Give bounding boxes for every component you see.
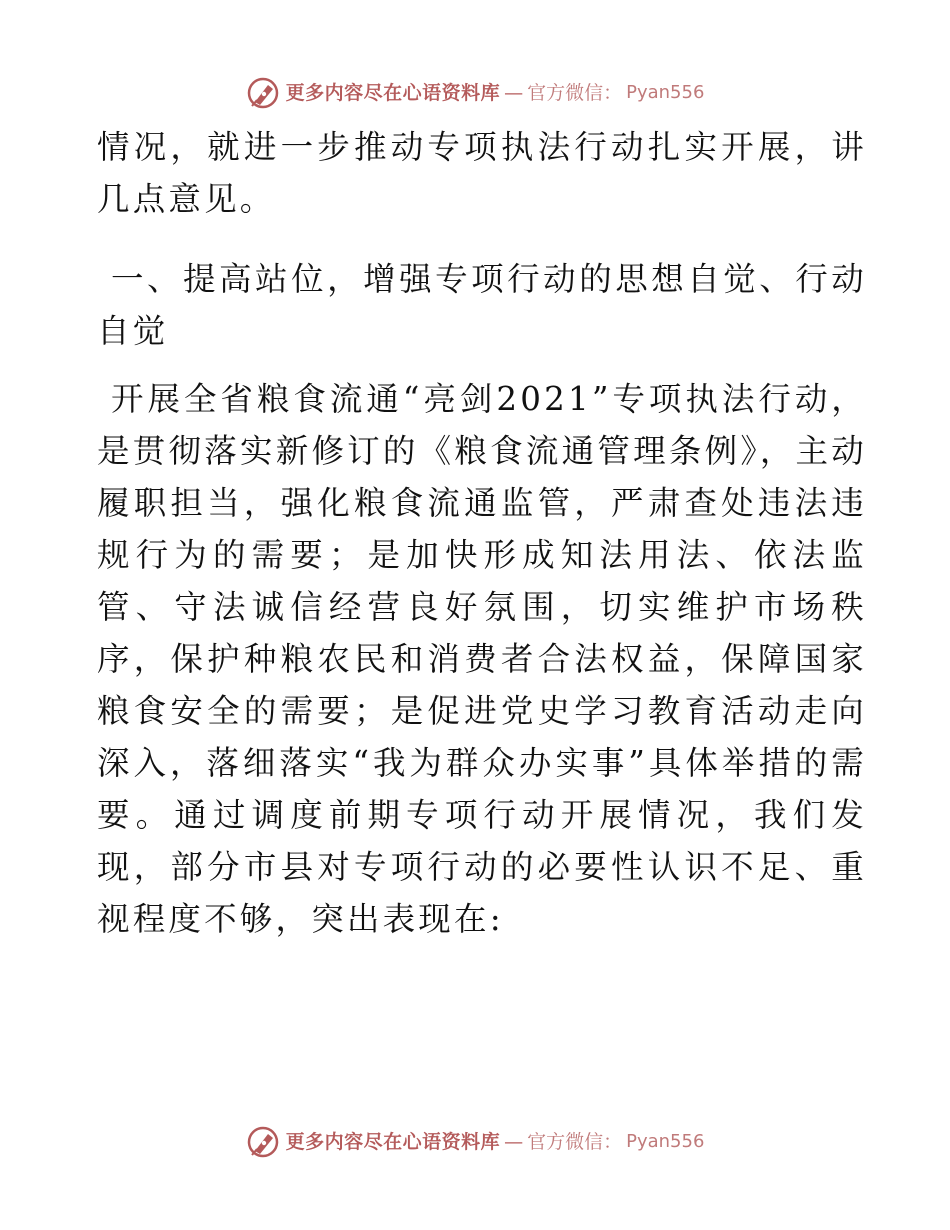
watermark-dash: — xyxy=(504,82,524,104)
section-heading-1: 一、提高站位，增强专项行动的思想自觉、行动自觉 xyxy=(97,260,867,350)
footer-watermark xyxy=(0,1125,950,1159)
paragraph-body: 开展全省粮食流通“亮剑2021”专项执法行动，是贯彻落实新修订的《粮食流通管理条例》，主动履职担当，强化粮食流通监管，严肃查处违法违规行为的需要；是加快形成知法用法、依法监管、守法诚信经营良好氛围，切实维护市场秩序，保护种粮农民和消费者合法权益，保障国家粮食安全的需要；是促进党史学习教育活动走向深入，落细落实“我为群众办实事”具体举措的需要。通过调度前期专项行动开展情况，我们发现，部分市县对专项行动的必要性认识不足、重视程度不够，突出表现在: xyxy=(97,380,867,938)
watermark-wechat-id: Pyan556 xyxy=(626,1131,705,1152)
logo-pen-icon xyxy=(246,76,282,110)
header-watermark xyxy=(0,76,950,110)
watermark-main-text: 更多内容尽在心语资料库 xyxy=(285,1131,501,1153)
watermark-dash: — xyxy=(504,1131,524,1153)
watermark-main-text: 更多内容尽在心语资料库 xyxy=(285,82,501,104)
paragraph-intro: 情况，就进一步推动专项执法行动扎实开展，讲几点意见。 xyxy=(97,128,867,218)
logo-pen-icon xyxy=(246,1125,282,1159)
document-body xyxy=(97,121,867,945)
watermark-sub-text: 官方微信： xyxy=(527,82,623,104)
watermark-wechat-id: Pyan556 xyxy=(626,82,705,103)
watermark-sub-text: 官方微信： xyxy=(527,1131,623,1153)
